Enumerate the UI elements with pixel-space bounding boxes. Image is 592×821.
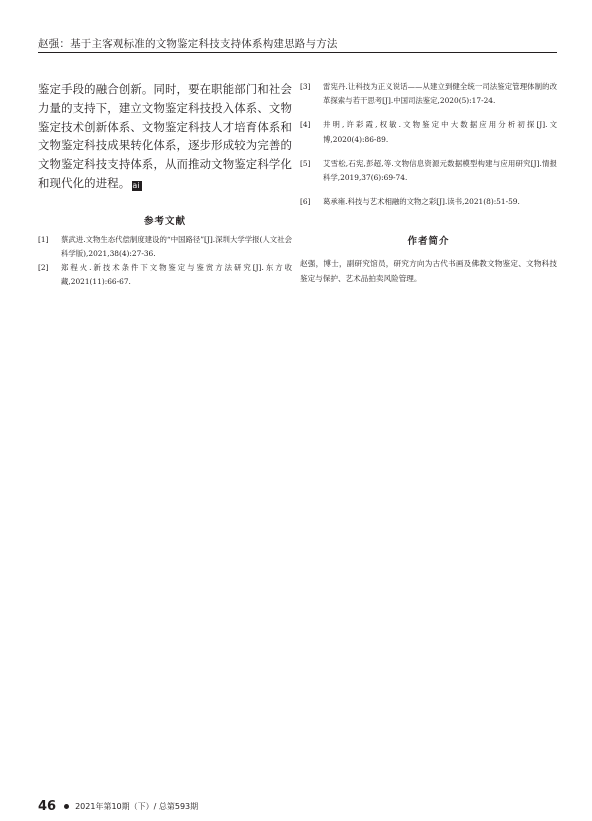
running-header: 赵强：基于主客观标准的文物鉴定科技支持体系构建思路与方法 <box>38 38 338 50</box>
author-bio: 赵强，博士，副研究馆员，研究方向为古代书画及佛教文物鉴定、文物科技鉴定与保护、艺术品拍卖风险管理。 <box>300 259 557 283</box>
reference-item <box>38 261 292 289</box>
header-rule <box>38 52 557 53</box>
author-heading: 作者简介 <box>407 236 450 248</box>
footer-dot-icon <box>64 804 69 809</box>
reference-text: 蔡武进.文物生态代偿制度建设的“中国路径”[J].深圳大学学报(人文社会科学版),2021,38(4):27-36. <box>61 234 292 258</box>
reference-item <box>300 157 557 185</box>
reference-item <box>300 118 557 146</box>
references-list-left <box>38 233 292 290</box>
body-paragraph-text: 鉴定手段的融合创新。同时，要在职能部门和社会力量的支持下，建立文物鉴定科技投入体系、文物鉴定技术创新体系、文物鉴定科技人才培育体系和文物鉴定科技成果转化体系，逐步形成较为完善的文物鉴定科技支持体系，从而推动文物鉴定科学化和现代化的进程。 <box>38 82 292 190</box>
reference-item <box>300 195 557 209</box>
reference-number: [5] <box>300 158 311 168</box>
reference-text: 郑程火.新技术条件下文物鉴定与鉴赏方法研究[J].东方收藏,2021(11):66-67. <box>61 263 292 287</box>
page-footer <box>38 796 198 815</box>
reference-item <box>300 80 557 108</box>
reference-number: [4] <box>300 120 311 130</box>
issue-info: 2021年第10期（下）/ 总第593期 <box>75 802 199 811</box>
reference-number: [1] <box>38 234 49 244</box>
references-heading: 参考文献 <box>143 215 186 227</box>
references-list-right <box>300 80 557 209</box>
page-number: 46 <box>38 799 57 814</box>
reference-text: 葛承雍.科技与艺术相融的文物之彩[J].读书,2021(8):51-59. <box>323 197 520 207</box>
reference-number: [2] <box>38 263 49 273</box>
reference-item <box>38 233 292 261</box>
right-column <box>300 80 557 286</box>
reference-text: 艾雪松,石宪,彭超,等.文物信息资源元数据模型构建与应用研究[J].情报科学,2019,37(6):69-74. <box>323 158 557 183</box>
reference-text: 井明,许彩霞,权敏.文物鉴定中大数据应用分析初探[J].文博,2020(4):86-89. <box>323 120 557 144</box>
reference-text: 雷宪丹.让科技为正义说话——从建立到健全统一司法鉴定管理体制的改革探索与若干思考[J].中国司法鉴定,2020(5):17-24. <box>323 82 557 106</box>
article-end-icon: ai <box>132 181 142 191</box>
body-paragraph <box>38 80 292 193</box>
reference-number: [3] <box>300 82 311 91</box>
left-column <box>38 80 292 290</box>
reference-number: [6] <box>300 197 311 207</box>
